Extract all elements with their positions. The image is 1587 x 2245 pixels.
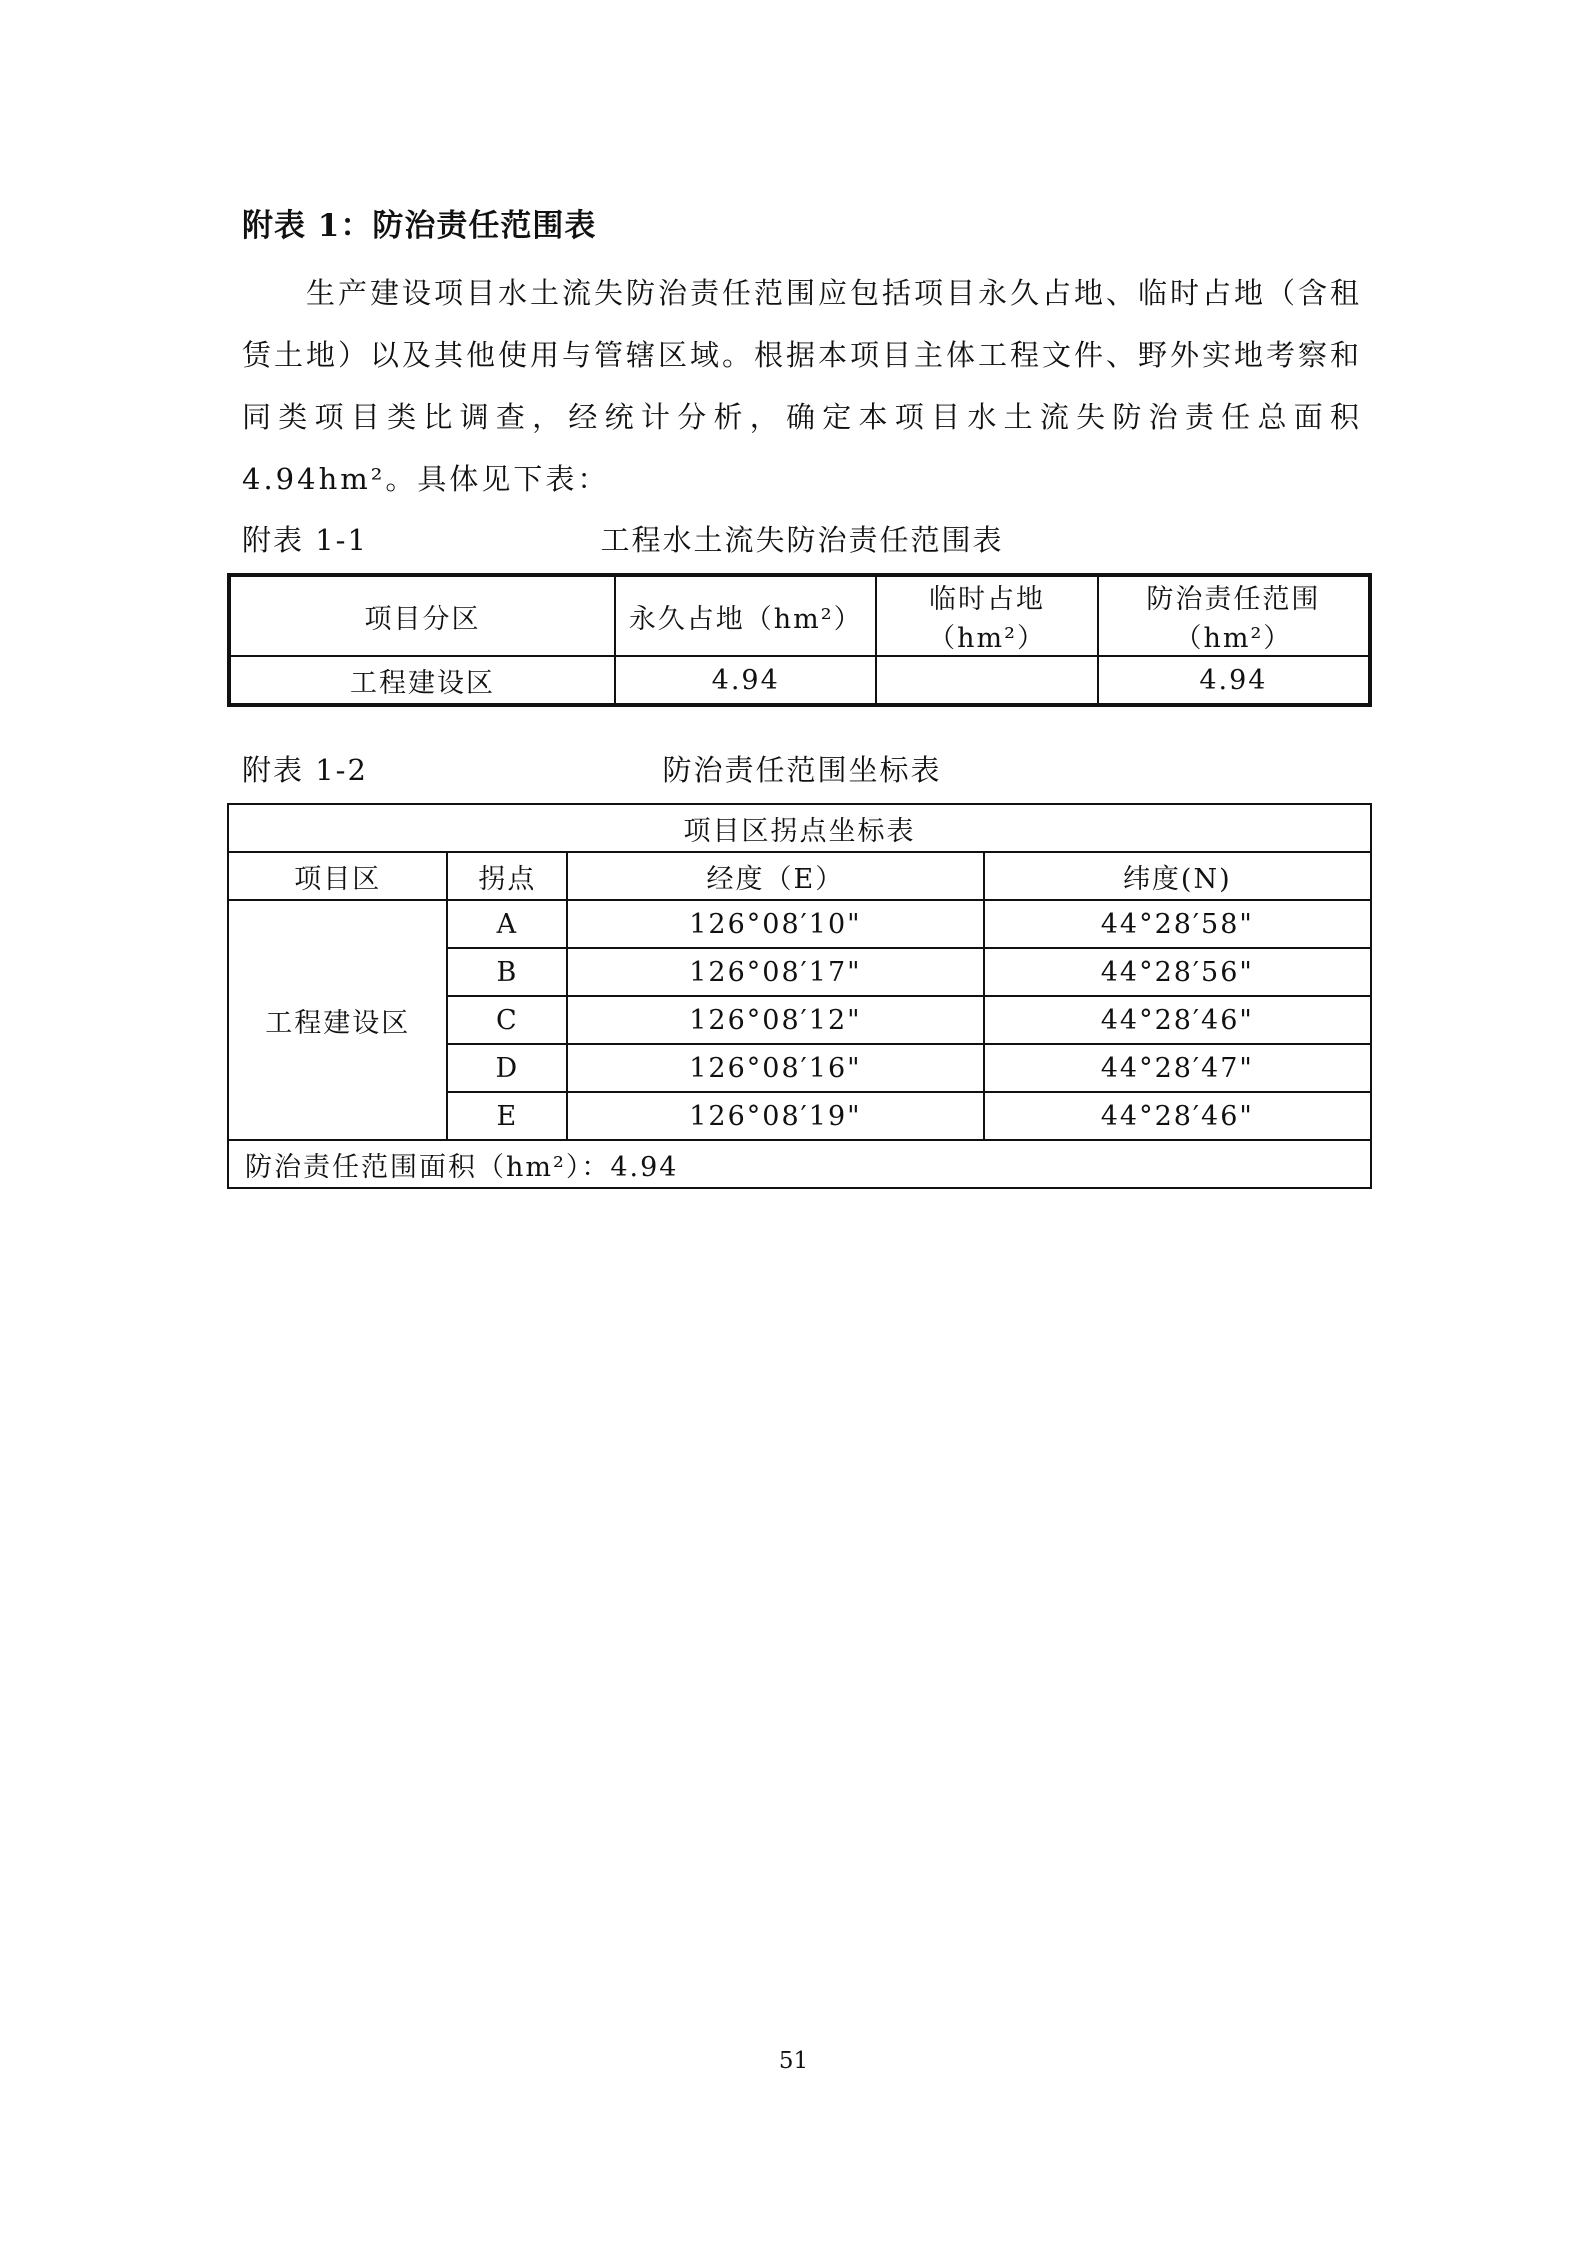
latitude-cell: 44°28′46"	[984, 996, 1371, 1044]
table2-title: 防治责任范围坐标表	[662, 753, 942, 787]
intro-paragraph: 生产建设项目水土流失防治责任范围应包括项目永久占地、临时占地（含租赁土地）以及其他使用与管辖区域。根据本项目主体工程文件、野外实地考察和同类项目类比调查，经统计分析，确定本项目水土流失防治责任总面积 4.94hm²。具体见下表：	[242, 276, 1363, 496]
table-header-row	[228, 852, 1371, 900]
latitude-cell: 44°28′56"	[984, 948, 1371, 996]
header-cell: 临时占地（hm²）	[876, 575, 1097, 656]
header-cell: 纬度(N)	[984, 852, 1371, 900]
header-cell: 拐点	[447, 852, 567, 900]
table-banner-row	[228, 804, 1371, 852]
responsibility-scope-table	[227, 573, 1372, 707]
longitude-cell: 126°08′10"	[567, 900, 983, 948]
table1-title: 工程水土流失防治责任范围表	[600, 523, 1004, 557]
table-banner: 项目区拐点坐标表	[228, 804, 1371, 852]
point-cell: C	[447, 996, 567, 1044]
point-cell: D	[447, 1044, 567, 1092]
longitude-cell: 126°08′17"	[567, 948, 983, 996]
header-cell: 经度（E）	[567, 852, 983, 900]
table-row	[228, 900, 1371, 948]
header-cell: 永久占地（hm²）	[615, 575, 876, 656]
section-heading: 附表 1：防治责任范围表	[242, 208, 597, 244]
table1-label: 附表 1-1	[242, 523, 368, 557]
table-cell	[876, 656, 1097, 705]
longitude-cell: 126°08′19"	[567, 1092, 983, 1140]
table-cell: 4.94	[615, 656, 876, 705]
point-cell: E	[447, 1092, 567, 1140]
table-footer-row	[228, 1140, 1371, 1188]
header-cell: 项目区	[228, 852, 447, 900]
zone-cell: 工程建设区	[228, 900, 447, 1140]
point-cell: A	[447, 900, 567, 948]
longitude-cell: 126°08′12"	[567, 996, 983, 1044]
latitude-cell: 44°28′58"	[984, 900, 1371, 948]
table-header-row	[229, 575, 1370, 656]
table-row	[229, 656, 1370, 705]
table-cell: 工程建设区	[229, 656, 615, 705]
point-cell: B	[447, 948, 567, 996]
area-total-cell: 防治责任范围面积（hm²）：4.94	[228, 1140, 1371, 1188]
coordinate-table	[227, 803, 1372, 1189]
table-cell: 4.94	[1098, 656, 1370, 705]
latitude-cell: 44°28′47"	[984, 1044, 1371, 1092]
latitude-cell: 44°28′46"	[984, 1092, 1371, 1140]
longitude-cell: 126°08′16"	[567, 1044, 983, 1092]
header-cell: 项目分区	[229, 575, 615, 656]
table2-label: 附表 1-2	[242, 753, 368, 787]
header-cell: 防治责任范围（hm²）	[1098, 575, 1370, 656]
page-number: 51	[778, 2048, 809, 2074]
